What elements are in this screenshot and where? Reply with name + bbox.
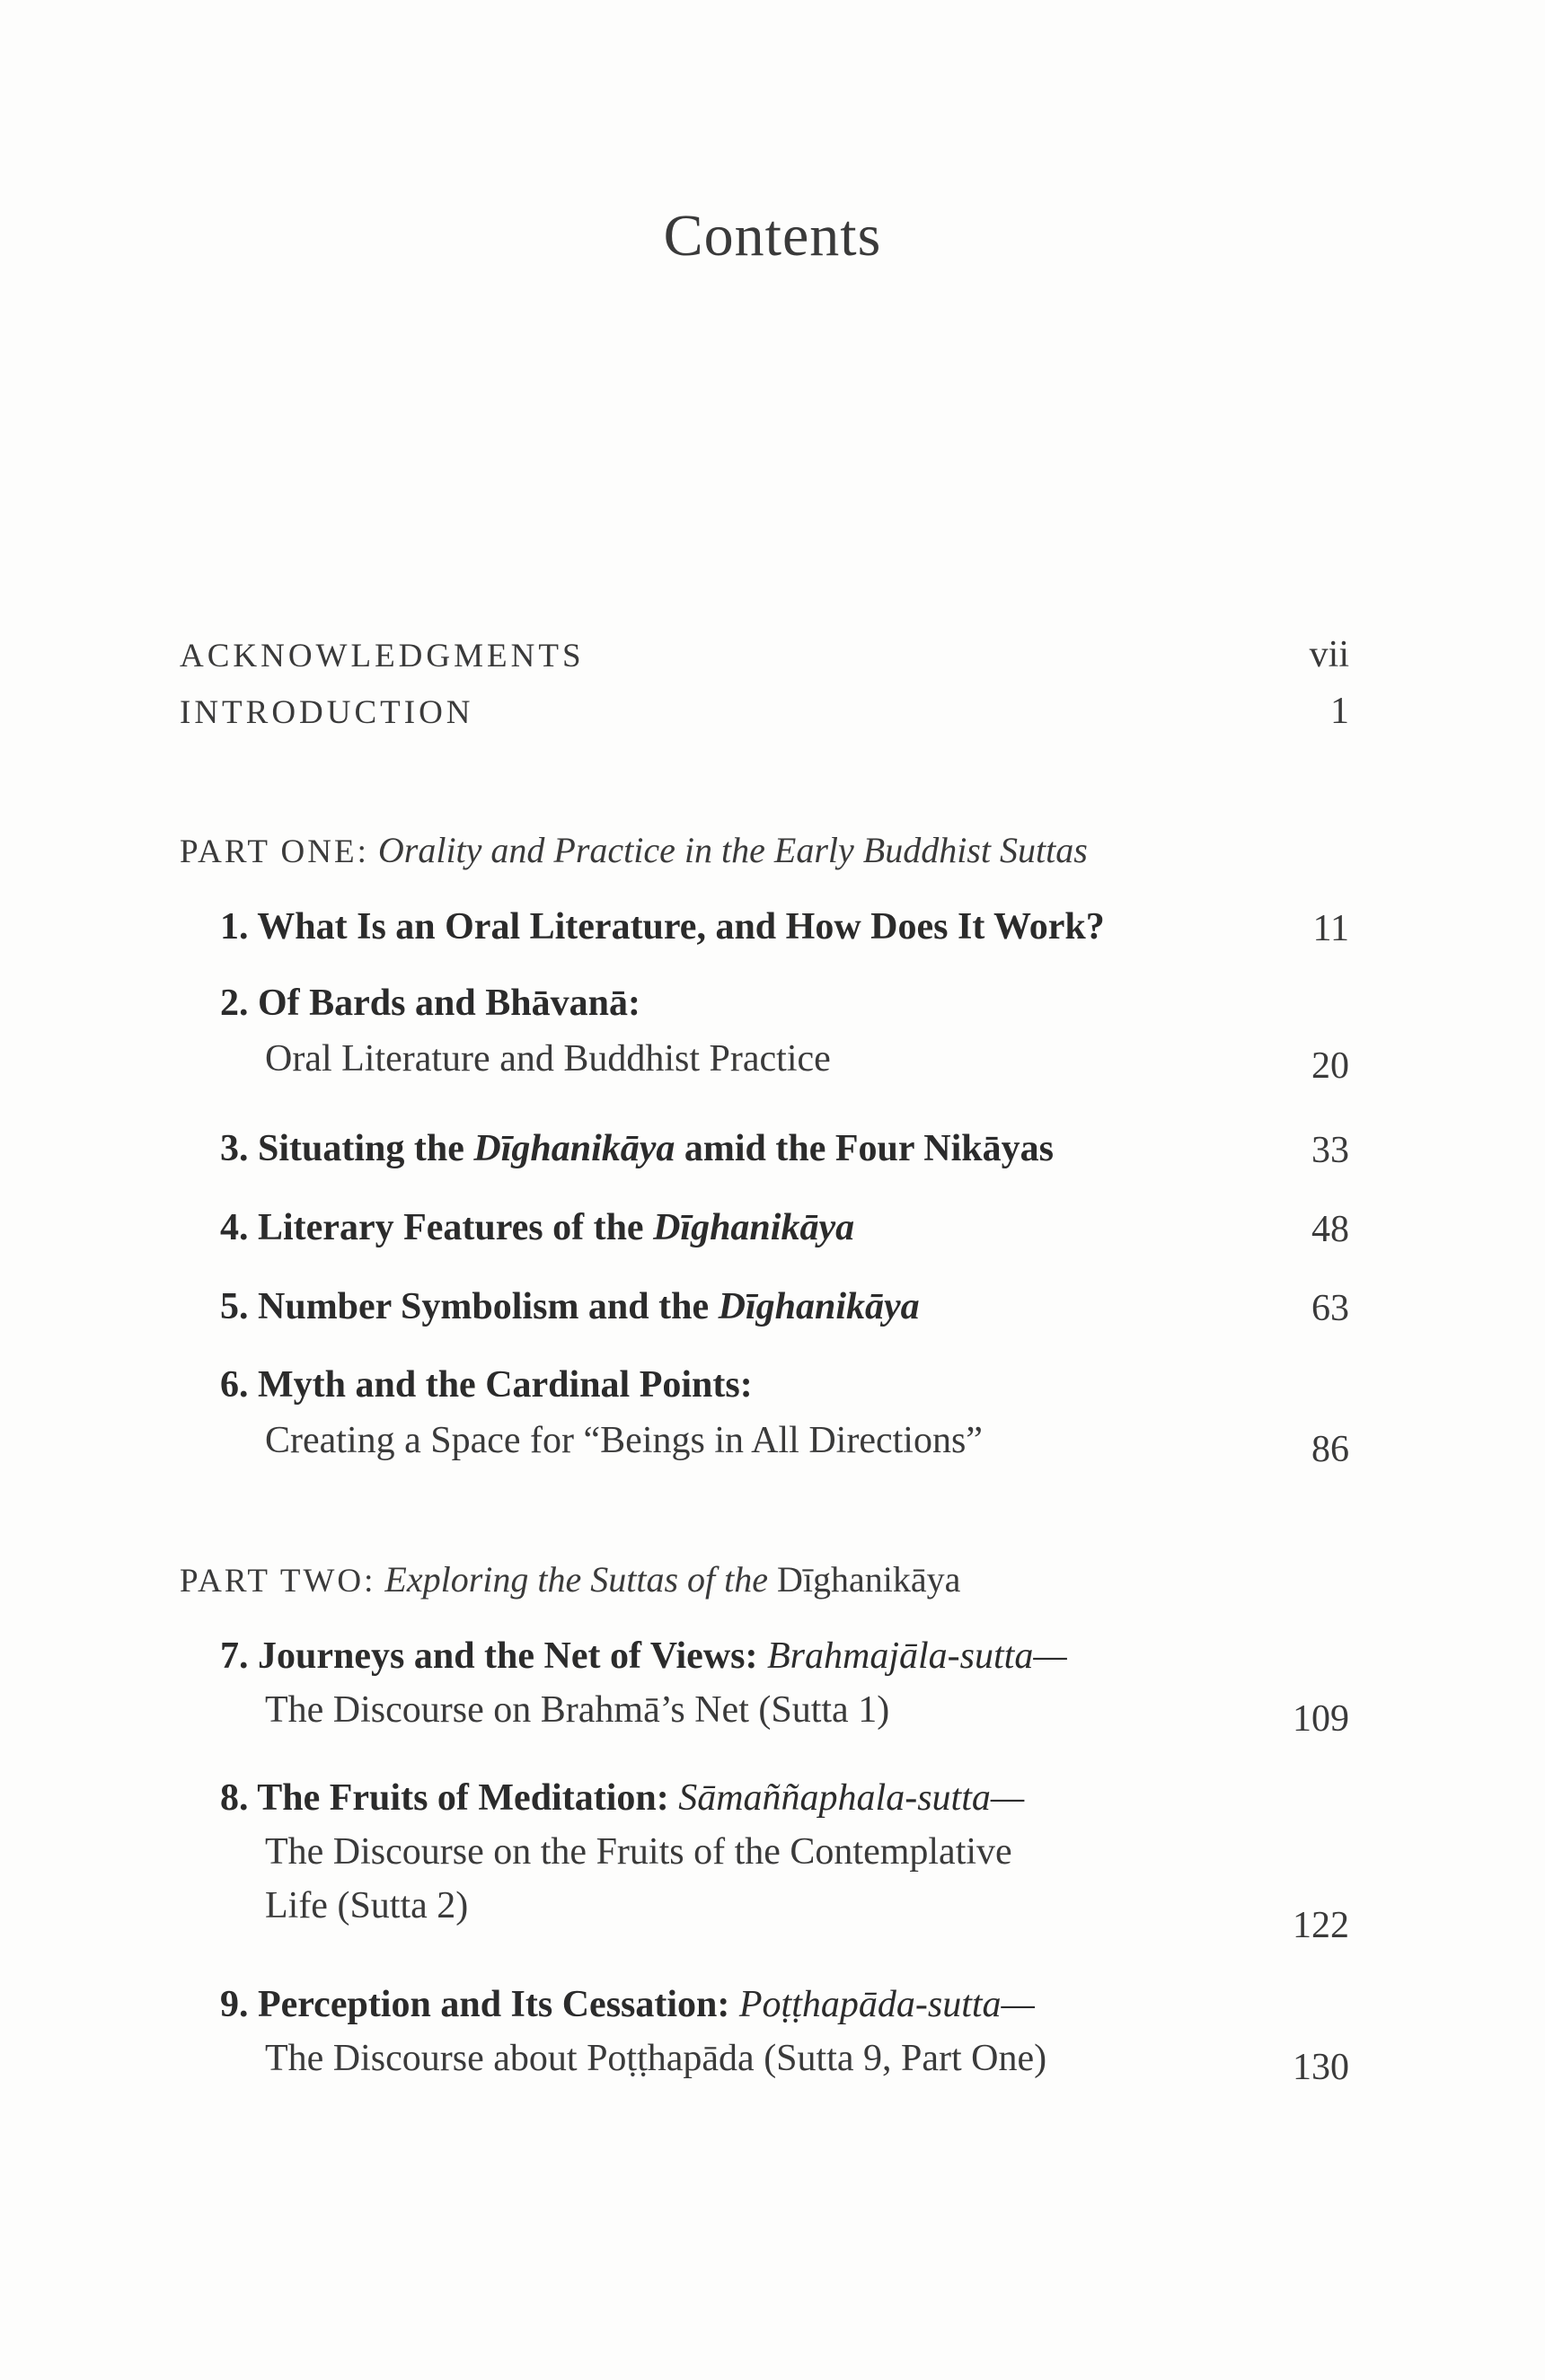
toc-chapter-7[interactable]: [220, 1635, 1349, 1740]
chapter-subtitle-continued: Life (Sutta 2): [265, 1885, 469, 1926]
chapter-subtitle: Oral Literature and Buddhist Practice: [265, 1038, 831, 1080]
chapter-subtitle: The Discourse on the Fruits of the Contemplative: [265, 1831, 1012, 1873]
toc-page-number: 109: [1293, 1698, 1349, 1740]
toc-page-number: 63: [1311, 1288, 1349, 1329]
chapter-title: Perception and Its Cessation:: [258, 1984, 730, 2025]
toc-chapter-3[interactable]: [220, 1127, 1349, 1170]
toc-chapter-9[interactable]: [220, 1983, 1349, 2088]
chapter-number: 6.: [220, 1364, 249, 1406]
chapter-subtitle: The Discourse on Brahmā’s Net (Sutta 1): [265, 1689, 890, 1731]
chapter-number: 3.: [220, 1128, 249, 1169]
chapter-title-post: amid the Four Nikāyas: [675, 1128, 1055, 1169]
toc-page-number: 20: [1311, 1045, 1349, 1087]
part-title-italic: Exploring the Suttas of the: [384, 1559, 769, 1600]
chapter-title: Journeys and the Net of Views:: [258, 1635, 758, 1677]
toc-page-number: 130: [1293, 2047, 1349, 2088]
chapter-number: 7.: [220, 1635, 249, 1677]
chapter-number: 4.: [220, 1207, 249, 1248]
chapter-title-pre: Situating the: [258, 1128, 474, 1169]
toc-page-number: 48: [1311, 1209, 1349, 1250]
part-label: PART ONE:: [180, 833, 369, 870]
part-title: Orality and Practice in the Early Buddhist Suttas: [377, 830, 1088, 870]
toc-entry-introduction[interactable]: [180, 690, 1349, 733]
toc-chapter-4[interactable]: [220, 1206, 1349, 1249]
chapter-title-pre: Literary Features of the: [258, 1207, 654, 1248]
toc-chapter-1[interactable]: [220, 905, 1349, 948]
chapter-title-emphasis: Dīghanikāya: [718, 1286, 920, 1327]
chapter-title: The Fruits of Meditation:: [257, 1777, 669, 1819]
page-title: Contents: [663, 203, 882, 269]
toc-page-number: 1: [1330, 691, 1349, 732]
toc-chapter-8[interactable]: [220, 1776, 1349, 1946]
toc-chapter-2[interactable]: [220, 982, 1349, 1087]
toc-page-number: 33: [1311, 1130, 1349, 1171]
chapter-title: What Is an Oral Literature, and How Does It Work?: [257, 906, 1105, 948]
chapter-title-emphasis: Dīghanikāya: [653, 1207, 855, 1248]
chapter-pali-title: Poṭṭhapāda-sutta—: [738, 1984, 1035, 2025]
chapter-pali-title: Sāmaññaphala-sutta—: [678, 1777, 1025, 1819]
toc-entry-acknowledgments[interactable]: [180, 633, 1349, 676]
toc-page-number: 11: [1312, 908, 1349, 949]
chapter-subtitle: Creating a Space for “Beings in All Directions”: [265, 1420, 983, 1461]
chapter-pali-title: Brahmajāla-sutta—: [766, 1635, 1067, 1677]
toc-chapter-5[interactable]: [220, 1285, 1349, 1328]
chapter-number: 5.: [220, 1286, 249, 1327]
chapter-number: 8.: [220, 1777, 249, 1819]
chapter-number: 9.: [220, 1984, 249, 2025]
chapter-number: 1.: [220, 906, 249, 948]
chapter-title: Myth and the Cardinal Points:: [258, 1364, 753, 1406]
toc-entry-label: INTRODUCTION: [180, 694, 474, 731]
toc-page-number: 122: [1293, 1905, 1349, 1946]
part-title-roman: Dīghanikāya: [777, 1559, 961, 1600]
part-label: PART TWO:: [180, 1563, 376, 1600]
toc-page-number: 86: [1311, 1429, 1349, 1470]
toc-page-number: vii: [1309, 634, 1349, 675]
part-one-heading: [180, 829, 1088, 871]
chapter-subtitle: The Discourse about Poṭṭhapāda (Sutta 9, Part One): [265, 2038, 1047, 2079]
toc-chapter-6[interactable]: [220, 1363, 1349, 1470]
chapter-title-emphasis: Dīghanikāya: [473, 1128, 675, 1169]
chapter-title-pre: Number Symbolism and the: [258, 1286, 719, 1327]
part-two-heading: [180, 1558, 960, 1600]
chapter-number: 2.: [220, 983, 249, 1024]
chapter-title: Of Bards and Bhāvanā:: [258, 983, 640, 1024]
toc-entry-label: ACKNOWLEDGMENTS: [180, 638, 585, 674]
